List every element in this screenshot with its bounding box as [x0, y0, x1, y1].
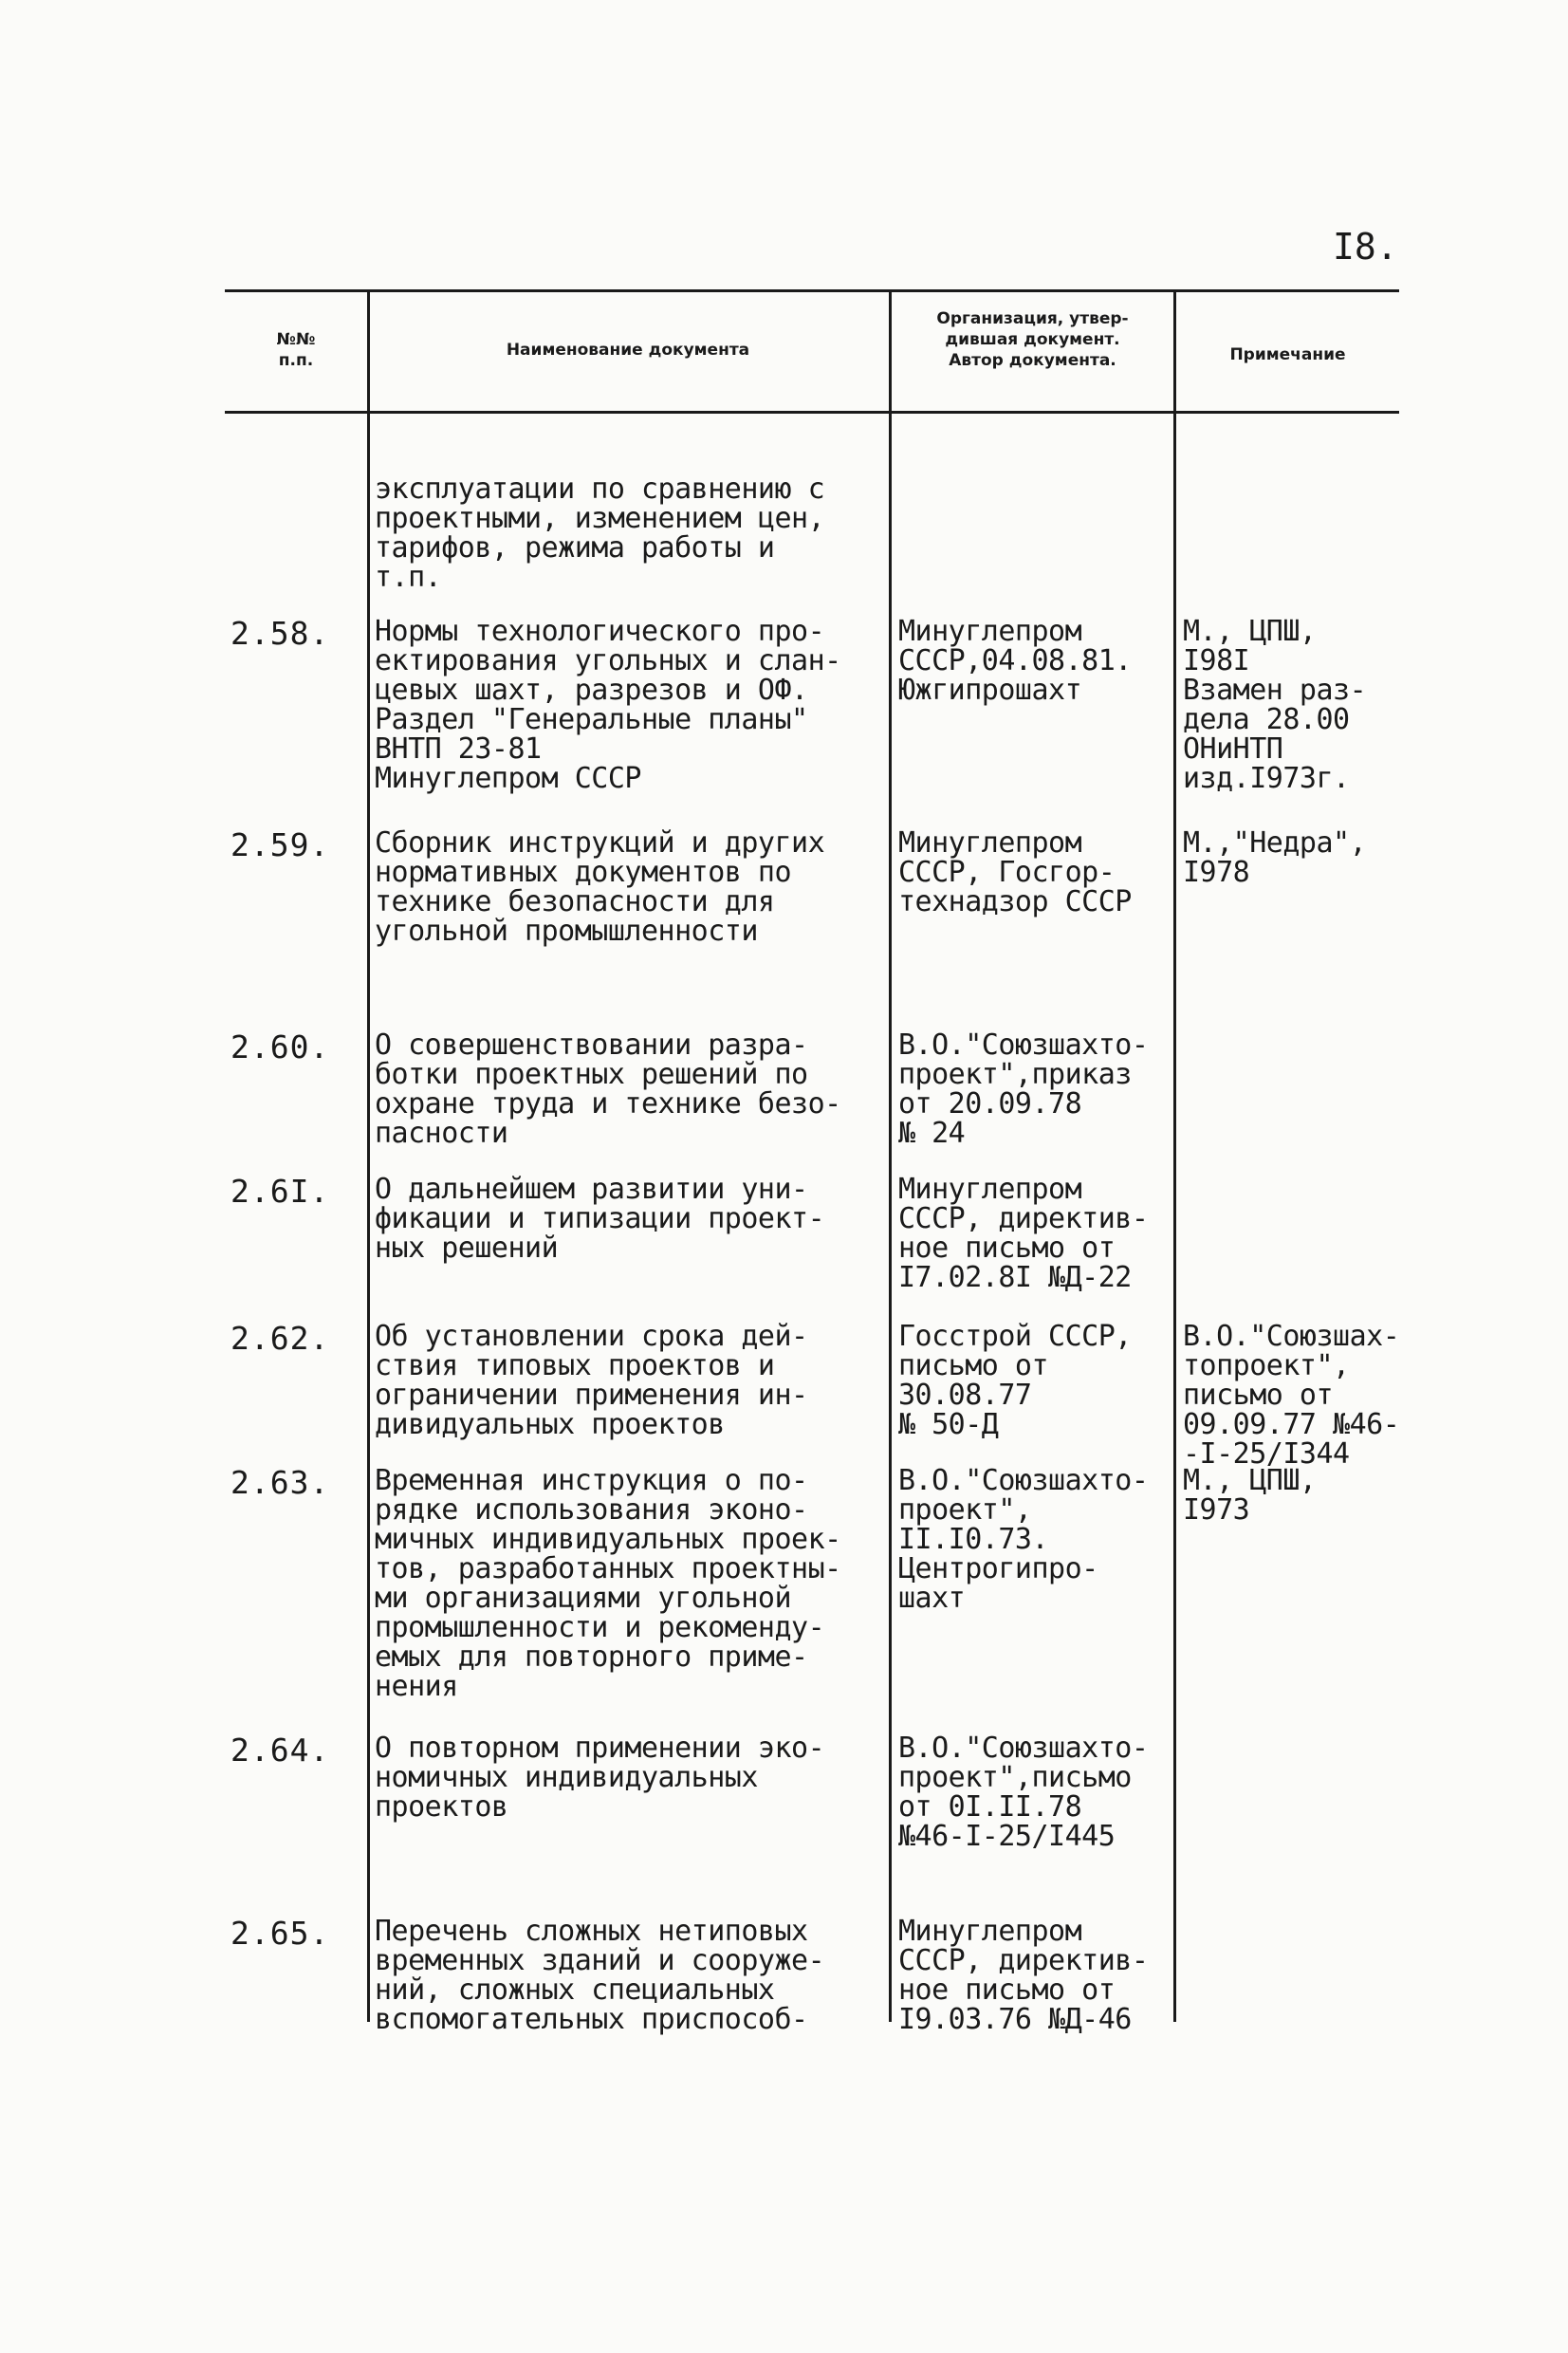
column-divider-1 [367, 289, 370, 2022]
row-number: 2.64. [231, 1732, 330, 1769]
document-table [225, 289, 1400, 2036]
cell-line: Минуглепром СССР [375, 762, 641, 795]
cell-line: Центрогипро- [898, 1552, 1098, 1585]
header-bottom-rule [225, 411, 1399, 414]
cell-line: СССР, директив- [898, 1944, 1149, 1977]
cell-line: ВНТП 23-81 [375, 732, 542, 766]
cell-line: технадзор СССР [898, 885, 1132, 918]
cell-line: промышленности и рекоменду- [375, 1611, 825, 1644]
cell-line: Нормы технологического про- [375, 615, 825, 648]
cell-line: технике безопасности для [375, 885, 775, 918]
cell-line: проект", [898, 1493, 1032, 1527]
header-col-note: Примечание [1229, 345, 1346, 364]
header-col-org [892, 308, 1173, 371]
cell-line: цевых шахт, разрезов и ОФ. [375, 674, 808, 707]
cell-line: ное письмо от [898, 1232, 1116, 1265]
note-cell [1183, 1322, 1399, 1469]
cell-line: мичных индивидуальных проек- [375, 1523, 841, 1556]
header-col-org-line: Автор документа. [949, 351, 1116, 370]
cell-line: ное письмо от [898, 1973, 1116, 2007]
cell-line: ний, сложных специальных [375, 1973, 775, 2007]
cell-line: В.О."Союзшахто- [898, 1732, 1149, 1765]
cell-line: О повторном применении эко- [375, 1732, 825, 1765]
cell-line: М., ЦПШ, [1183, 615, 1317, 648]
cell-line: СССР, директив- [898, 1202, 1149, 1235]
cell-line: № 50-Д [898, 1408, 999, 1441]
cell-line: №46-I-25/I445 [898, 1820, 1116, 1853]
cell-line: Минуглепром [898, 826, 1082, 860]
cell-line: временных зданий и сооруже- [375, 1944, 825, 1977]
column-divider-2 [889, 289, 892, 2022]
cell-line: рядке использования эконо- [375, 1493, 808, 1527]
cell-line: I973 [1183, 1493, 1250, 1527]
row-number: 2.58. [231, 615, 330, 652]
cell-line: письмо от [1183, 1379, 1334, 1412]
table-top-rule [225, 289, 1399, 292]
cell-line: I9.03.76 №Д-46 [898, 2003, 1132, 2036]
header-col-num [225, 329, 367, 371]
cell-line: дела 28.00 [1183, 703, 1350, 736]
cell-line: фикации и типизации проект- [375, 1202, 825, 1235]
row-number: 2.60. [231, 1028, 330, 1065]
cell-line: вспомогательных приспособ- [375, 2003, 808, 2036]
cell-line: М., ЦПШ, [1183, 1464, 1317, 1497]
cell-line: В.О."Союзшах- [1183, 1320, 1400, 1353]
column-divider-3 [1173, 289, 1176, 2022]
row-number: 2.63. [231, 1464, 330, 1501]
cell-line: I7.02.8I №Д-22 [898, 1261, 1132, 1294]
cell-line: Госстрой СССР, [898, 1320, 1132, 1353]
cell-line: шахт [898, 1582, 966, 1615]
cell-line: изд.I973г. [1183, 762, 1350, 795]
organization-cell [898, 828, 1132, 917]
row-number: 2.62. [231, 1320, 330, 1357]
cell-line: Минуглепром [898, 1173, 1082, 1206]
cell-line: проектными, изменением цен, [375, 502, 825, 535]
cell-line: топроект", [1183, 1349, 1350, 1382]
cell-line: Южгипрошахт [898, 674, 1082, 707]
document-name-cell [375, 1175, 824, 1263]
cell-line: письмо от [898, 1349, 1049, 1382]
cell-line: емых для повторного приме- [375, 1640, 808, 1674]
note-cell [1183, 1466, 1317, 1525]
header-col-num-line: №№ [276, 330, 316, 349]
organization-cell [898, 1466, 1148, 1613]
cell-line: М.,"Недра", [1183, 826, 1367, 860]
row-number: 2.59. [231, 826, 330, 863]
organization-cell [898, 617, 1132, 705]
document-name-cell [375, 828, 824, 946]
cell-line: тарифов, режима работы и [375, 531, 775, 565]
cell-line: ектирования угольных и слан- [375, 644, 841, 677]
cell-line: О совершенствовании разра- [375, 1028, 808, 1062]
cell-line: Раздел "Генеральные планы" [375, 703, 808, 736]
cell-line: В.О."Союзшахто- [898, 1028, 1149, 1062]
document-name-cell [375, 474, 824, 592]
document-name-cell [375, 617, 841, 793]
cell-line: Временная инструкция о по- [375, 1464, 808, 1497]
header-col-org-line: Организация, утвер- [936, 309, 1129, 328]
cell-line: I978 [1183, 856, 1250, 889]
cell-line: проект",приказ [898, 1058, 1132, 1091]
organization-cell [898, 1917, 1148, 2034]
cell-line: т.п. [375, 561, 442, 594]
cell-line: Минуглепром [898, 615, 1082, 648]
cell-line: ных решений [375, 1232, 559, 1265]
header-col-org-line: дившая документ. [945, 330, 1120, 349]
cell-line: ствия типовых проектов и [375, 1349, 775, 1382]
document-name-cell [375, 1030, 841, 1148]
cell-line: тов, разработанных проектны- [375, 1552, 841, 1585]
cell-line: эксплуатации по сравнению с [375, 472, 825, 506]
cell-line: Перечень сложных нетиповых [375, 1915, 808, 1948]
cell-line: нормативных документов по [375, 856, 792, 889]
organization-cell [898, 1030, 1148, 1148]
cell-line: проектов [375, 1790, 508, 1824]
organization-cell [898, 1175, 1148, 1292]
cell-line: № 24 [898, 1117, 966, 1150]
note-cell [1183, 617, 1366, 793]
cell-line: 09.09.77 №46- [1183, 1408, 1400, 1441]
cell-line: от 0I.II.78 [898, 1790, 1082, 1824]
cell-line: В.О."Союзшахто- [898, 1464, 1149, 1497]
cell-line: Взамен раз- [1183, 674, 1367, 707]
cell-line: СССР, Госгор- [898, 856, 1116, 889]
cell-line: СССР,04.08.81. [898, 644, 1132, 677]
document-name-cell [375, 1733, 824, 1822]
cell-line: угольной промышленности [375, 915, 758, 948]
cell-line: Сборник инструкций и других [375, 826, 825, 860]
row-number: 2.6I. [231, 1173, 330, 1210]
note-cell [1183, 828, 1366, 887]
cell-line: Об установлении срока дей- [375, 1320, 808, 1353]
cell-line: -I-25/I344 [1183, 1437, 1350, 1471]
cell-line: от 20.09.78 [898, 1087, 1082, 1121]
header-col-name: Наименование документа [506, 341, 750, 360]
cell-line: О дальнейшем развитии уни- [375, 1173, 808, 1206]
cell-line: Минуглепром [898, 1915, 1082, 1948]
cell-line: пасности [375, 1117, 508, 1150]
cell-line: 30.08.77 [898, 1379, 1032, 1412]
cell-line: ми организациями угольной [375, 1582, 792, 1615]
cell-line: охране труда и технике безо- [375, 1087, 841, 1121]
cell-line: ботки проектных решений по [375, 1058, 808, 1091]
cell-line: ОНиНТП [1183, 732, 1283, 766]
cell-line: ограничении применения ин- [375, 1379, 808, 1412]
document-name-cell [375, 1466, 841, 1701]
organization-cell [898, 1733, 1148, 1851]
page-number: I8. [1333, 226, 1398, 268]
header-col-num-line: п.п. [278, 351, 314, 370]
cell-line: номичных индивидуальных [375, 1761, 758, 1794]
cell-line: I98I [1183, 644, 1250, 677]
cell-line: II.I0.73. [898, 1523, 1049, 1556]
cell-line: проект",письмо [898, 1761, 1132, 1794]
row-number: 2.65. [231, 1915, 330, 1952]
document-name-cell [375, 1322, 808, 1439]
organization-cell [898, 1322, 1132, 1439]
document-name-cell [375, 1917, 824, 2034]
cell-line: дивидуальных проектов [375, 1408, 725, 1441]
cell-line: нения [375, 1670, 458, 1703]
